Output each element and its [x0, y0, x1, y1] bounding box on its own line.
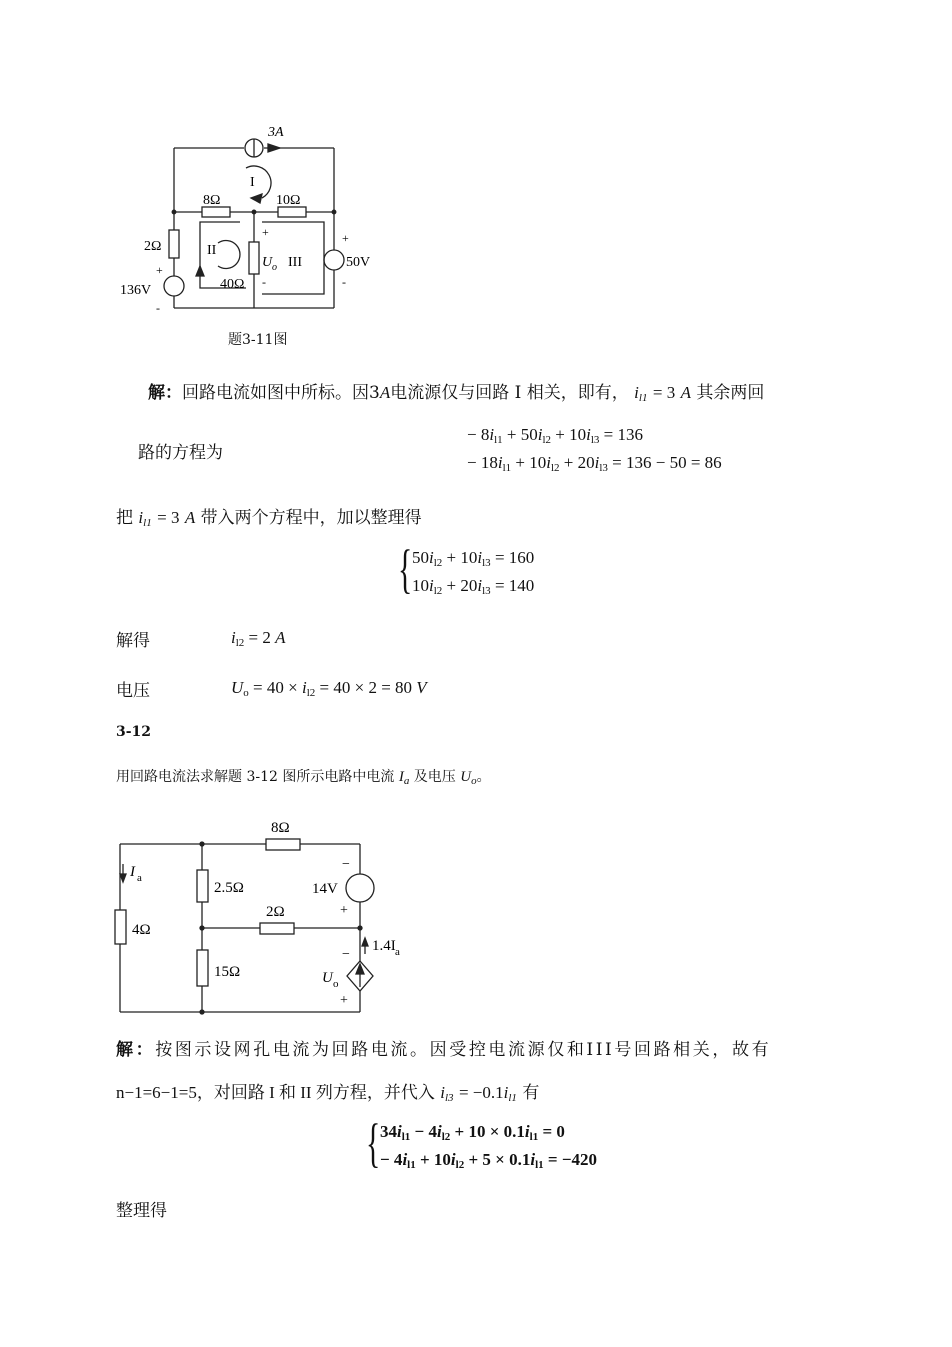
intro-text-b: 电流源仅与回路 I 相关，即有， — [390, 383, 629, 403]
label-50v: 50V — [346, 255, 371, 270]
var-il3: $i_{l3}$ — [440, 1083, 454, 1104]
tidy-label: 整理得 — [116, 1201, 167, 1221]
intro-text: 回路电流如图中所标。因3 — [182, 383, 380, 403]
figure-caption: 题3-11图 — [228, 332, 288, 348]
solution-2-eq: = −0.1 — [458, 1083, 504, 1102]
label-14v: 14V — [312, 881, 338, 897]
plus-sign: + — [340, 903, 348, 918]
label-controlled-source: 1.4I — [372, 938, 396, 954]
label-uo: U — [262, 255, 273, 270]
result-label: 解得 — [116, 631, 150, 651]
substitute-text-a: 把 — [116, 508, 133, 528]
unit-a: A — [379, 383, 391, 402]
equations-label: 路的方程为 — [138, 443, 223, 463]
problem-text-a: 用回路电流法求解题 3-12 图所示电路中电流 — [116, 769, 395, 785]
equation-2: − $18i_{l1} + 10i_{l2} + 20i_{l3} = 136 - 50 = 86$ — [467, 453, 722, 474]
label-ia: I — [130, 864, 135, 880]
label-136v: 136V — [120, 283, 152, 298]
system-eq-1: $34i_{l1} - 4i_{l2} + 10 \times 0.1i_{l1} = 0$ — [380, 1122, 565, 1143]
var-il1: $i_{l1}$ — [138, 508, 152, 529]
label-8ohm: 8Ω — [271, 820, 290, 836]
equation-1: − $8i_{l1} + 50i_{l2} + 10i_{l3} = 136$ — [467, 425, 644, 446]
label-8ohm: 8Ω — [203, 193, 221, 208]
label-40ohm: 40Ω — [220, 277, 245, 292]
minus-sign: − — [342, 947, 350, 962]
minus-sign: - — [262, 275, 266, 289]
unit-a: A — [184, 508, 196, 527]
left-brace: { — [398, 539, 413, 599]
label-loop-1: I — [250, 175, 255, 190]
substitute-line — [116, 503, 422, 529]
il1-eq: = 3 — [652, 383, 676, 402]
problem-text-b: 及电压 — [413, 769, 456, 785]
label-2ohm: 2Ω — [144, 239, 162, 254]
solution-2-intro: 按图示设网孔电流为回路电流。因受控电流源仅和III号回路相关，故有 — [155, 1040, 772, 1060]
label-uo-sub: o — [272, 262, 277, 273]
left-brace: { — [366, 1113, 381, 1173]
label-uo: U — [322, 970, 333, 986]
var-ia: $I_a$ — [398, 769, 410, 787]
circuit-figure-3-12 — [110, 810, 420, 1020]
problem-number: 3-12 — [116, 724, 152, 740]
system-eq-2: $10i_{l2} + 20i_{l3} = 140$ — [412, 576, 535, 597]
var-uo: $U_o$ — [460, 769, 477, 787]
minus-sign: − — [342, 857, 350, 872]
label-15ohm: 15Ω — [214, 964, 241, 980]
plus-sign: + — [340, 993, 348, 1008]
label-loop-3: III — [288, 255, 302, 270]
solution-label: 解 — [116, 1040, 136, 1060]
label-uo-sub: o — [333, 978, 339, 990]
solution-2-line-2 — [116, 1078, 539, 1104]
label-10ohm: 10Ω — [276, 193, 301, 208]
label-4ohm: 4Ω — [132, 922, 151, 938]
label-ia-sub: a — [137, 872, 142, 884]
colon: ： — [165, 383, 182, 403]
voltage-equation: $U_o = 40 \times i_{l2} = 40 \times 2 = 80$ V — [231, 678, 427, 699]
solution-2-text-a: n−1=6−1=5，对回路 I 和 II 列方程，并代入 — [116, 1083, 435, 1102]
var-il1: $i_{l1}$ — [503, 1083, 517, 1104]
colon: ： — [135, 1040, 156, 1060]
substitute-text-c: 带入两个方程中，加以整理得 — [200, 508, 422, 528]
solution-2-text-c: 有 — [522, 1083, 540, 1103]
solution-intro-line — [148, 378, 764, 404]
label-2-5ohm: 2.5Ω — [214, 880, 244, 896]
plus-sign: + — [156, 263, 163, 277]
unit-a: A — [680, 383, 691, 402]
substitute-eq: = 3 — [157, 508, 180, 527]
intro-text-c: 其余两回 — [696, 383, 765, 403]
label-2ohm: 2Ω — [266, 904, 285, 920]
plus-sign: + — [262, 225, 269, 239]
system-eq-2: − $4i_{l1} + 10i_{l2} + 5 \times 0.1i_{l1} = -420$ — [380, 1150, 598, 1171]
label-loop-2: II — [207, 243, 217, 258]
solution-2-line-1 — [116, 1035, 771, 1060]
voltage-label: 电压 — [116, 681, 150, 701]
solution-label: 解 — [148, 383, 165, 403]
var-il1: $i_{l1}$ — [634, 383, 648, 404]
system-eq-1: $50i_{l2} + 10i_{l3} = 160$ — [412, 548, 535, 569]
minus-sign: - — [342, 275, 346, 289]
problem-statement — [116, 766, 491, 787]
label-3a: 3A — [268, 125, 284, 140]
circuit-figure-3-11 — [110, 118, 410, 318]
plus-sign: + — [342, 231, 349, 245]
label-cs-sub: a — [395, 946, 400, 958]
result-equation: $i_{l2} = 2$ A — [231, 628, 286, 649]
minus-sign: - — [156, 301, 160, 315]
period: 。 — [476, 769, 491, 785]
